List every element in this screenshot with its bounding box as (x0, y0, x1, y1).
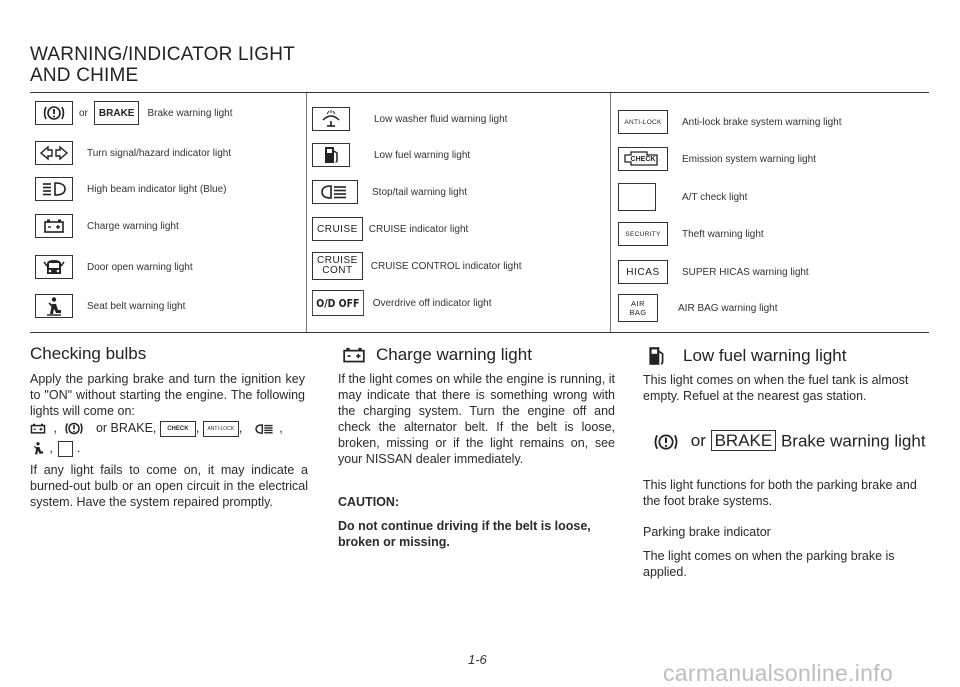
indicator-label: A/T check light (682, 191, 748, 203)
indicator-label: Overdrive off indicator light (372, 297, 492, 309)
anti-lock-box: ANTI-LOCK (203, 421, 239, 437)
fuel-pump-icon (645, 344, 667, 368)
page-number: 1-6 (468, 652, 487, 667)
indicator-label: SUPER HICAS warning light (682, 266, 809, 278)
parking-brake-subheading: Parking brake indicator (643, 525, 771, 539)
checking-bulbs-note: If any light fails to come on, it may indicate a burned-out bulb or an open circuit in the electrical system. Have the system repaired promptly. (30, 463, 308, 509)
charge-warning-text: If the light comes on while the engine is running, it may indicate that there is something wrong with the charging system. Turn the engine off and check the alternator belt. If the belt is loose, broken, missing or if the light remains on, see your NISSAN dealer immediately. (338, 372, 615, 466)
security-box: SECURITY (618, 222, 668, 246)
indicator-row (35, 136, 231, 170)
caution-label: CAUTION: (338, 495, 400, 509)
indicator-row (312, 249, 522, 283)
charge-warning-icon (342, 346, 366, 364)
brake-warning-icon (35, 101, 73, 125)
brake-warning-heading: or BRAKE Brake warning light (652, 432, 932, 452)
indicator-row (35, 250, 193, 284)
indicator-row (312, 212, 468, 246)
brake-warning-text: This light functions for both the parking brake and the foot brake systems. (643, 478, 917, 508)
indicator-label: CRUISE indicator light (368, 223, 469, 235)
charge-warning-icon (35, 214, 73, 238)
turn-signal-icon (35, 141, 73, 165)
indicator-column-1 (35, 93, 305, 332)
indicator-row (618, 105, 842, 139)
page-title: WARNING/INDICATOR LIGHT AND CHIME (30, 44, 295, 86)
indicator-row (35, 209, 179, 243)
low-fuel-text: This light comes on when the fuel tank is almost empty. Refuel at the nearest gas station. (643, 373, 909, 403)
indicator-label: AIR BAG warning light (678, 302, 778, 314)
indicator-row (312, 286, 491, 320)
fuel-pump-icon (312, 143, 350, 167)
caution-text: Do not continue driving if the belt is loose, broken or missing. (338, 519, 591, 549)
indicator-column-2 (312, 93, 607, 332)
indicator-row (35, 172, 227, 206)
indicator-row (618, 291, 778, 325)
parking-brake-text: The light comes on when the parking brake is applied. (643, 549, 895, 579)
high-beam-icon (35, 177, 73, 201)
indicator-label: Stop/tail warning light (372, 186, 468, 198)
charge-warning-heading: Charge warning light (342, 345, 532, 365)
cruise-control-box: CRUISE CONT (312, 252, 363, 280)
brake-warning-icon (64, 421, 84, 436)
indicator-label: Turn signal/hazard indicator light (87, 147, 232, 159)
brake-warning-icon (652, 432, 680, 452)
indicator-row (618, 180, 747, 214)
indicator-label: High beam indicator light (Blue) (87, 183, 227, 195)
indicator-label: Door open warning light (87, 261, 193, 273)
indicator-row (618, 142, 816, 176)
stop-tail-icon (254, 423, 276, 435)
indicator-row (618, 255, 809, 289)
table-divider (610, 93, 611, 332)
checking-bulbs-text: Apply the parking brake and turn the ignition key to "ON" without starting the engine. The following lights will come on: (30, 372, 305, 418)
low-fuel-heading: Low fuel warning light (645, 344, 846, 368)
anti-lock-box: ANTI-LOCK (618, 110, 668, 134)
indicator-row (35, 289, 185, 323)
air-bag-box: AIR BAG (618, 294, 658, 322)
indicator-row: or BRAKE Brake warning light (35, 96, 233, 130)
indicator-label: Low fuel warning light (374, 149, 471, 161)
at-check-box (58, 441, 73, 457)
stop-tail-icon (312, 180, 358, 204)
indicator-table (30, 92, 929, 333)
at-check-box (618, 183, 656, 211)
brake-text-box: BRAKE (94, 101, 140, 125)
indicator-column-3 (618, 93, 923, 332)
indicator-label: CRUISE CONTROL indicator light (370, 260, 522, 272)
watermark: carmanualsonline.info (663, 660, 894, 686)
indicator-label: Charge warning light (87, 220, 179, 232)
indicator-row (312, 102, 507, 136)
washer-fluid-icon (312, 107, 350, 131)
check-engine-icon: CHECK (618, 147, 668, 171)
charge-warning-icon (30, 422, 46, 435)
hicas-box: HICAS (618, 260, 668, 284)
indicator-label: Anti-lock brake system warning light (682, 116, 842, 128)
cruise-indicator-box: CRUISE (312, 217, 363, 241)
table-divider (306, 93, 307, 332)
indicator-label: Theft warning light (682, 228, 764, 240)
seat-belt-icon (30, 441, 46, 456)
indicator-label: Seat belt warning light (87, 300, 186, 312)
od-off-box: O/D OFF (312, 290, 364, 316)
door-open-icon (35, 255, 73, 279)
indicator-label: Low washer fluid warning light (374, 113, 508, 125)
check-engine-icon: CHECK (160, 421, 196, 437)
indicator-row (312, 175, 467, 209)
indicator-row (618, 217, 764, 251)
checking-bulbs-heading: Checking bulbs (30, 344, 147, 363)
indicator-row (312, 138, 470, 172)
seat-belt-icon (35, 294, 73, 318)
indicator-label: Brake warning light (147, 107, 233, 119)
indicator-label: Emission system warning light (682, 153, 816, 165)
checking-icons-line: , or BRAKE, CHECK , ANTI-LOCK , , , . (30, 418, 310, 458)
